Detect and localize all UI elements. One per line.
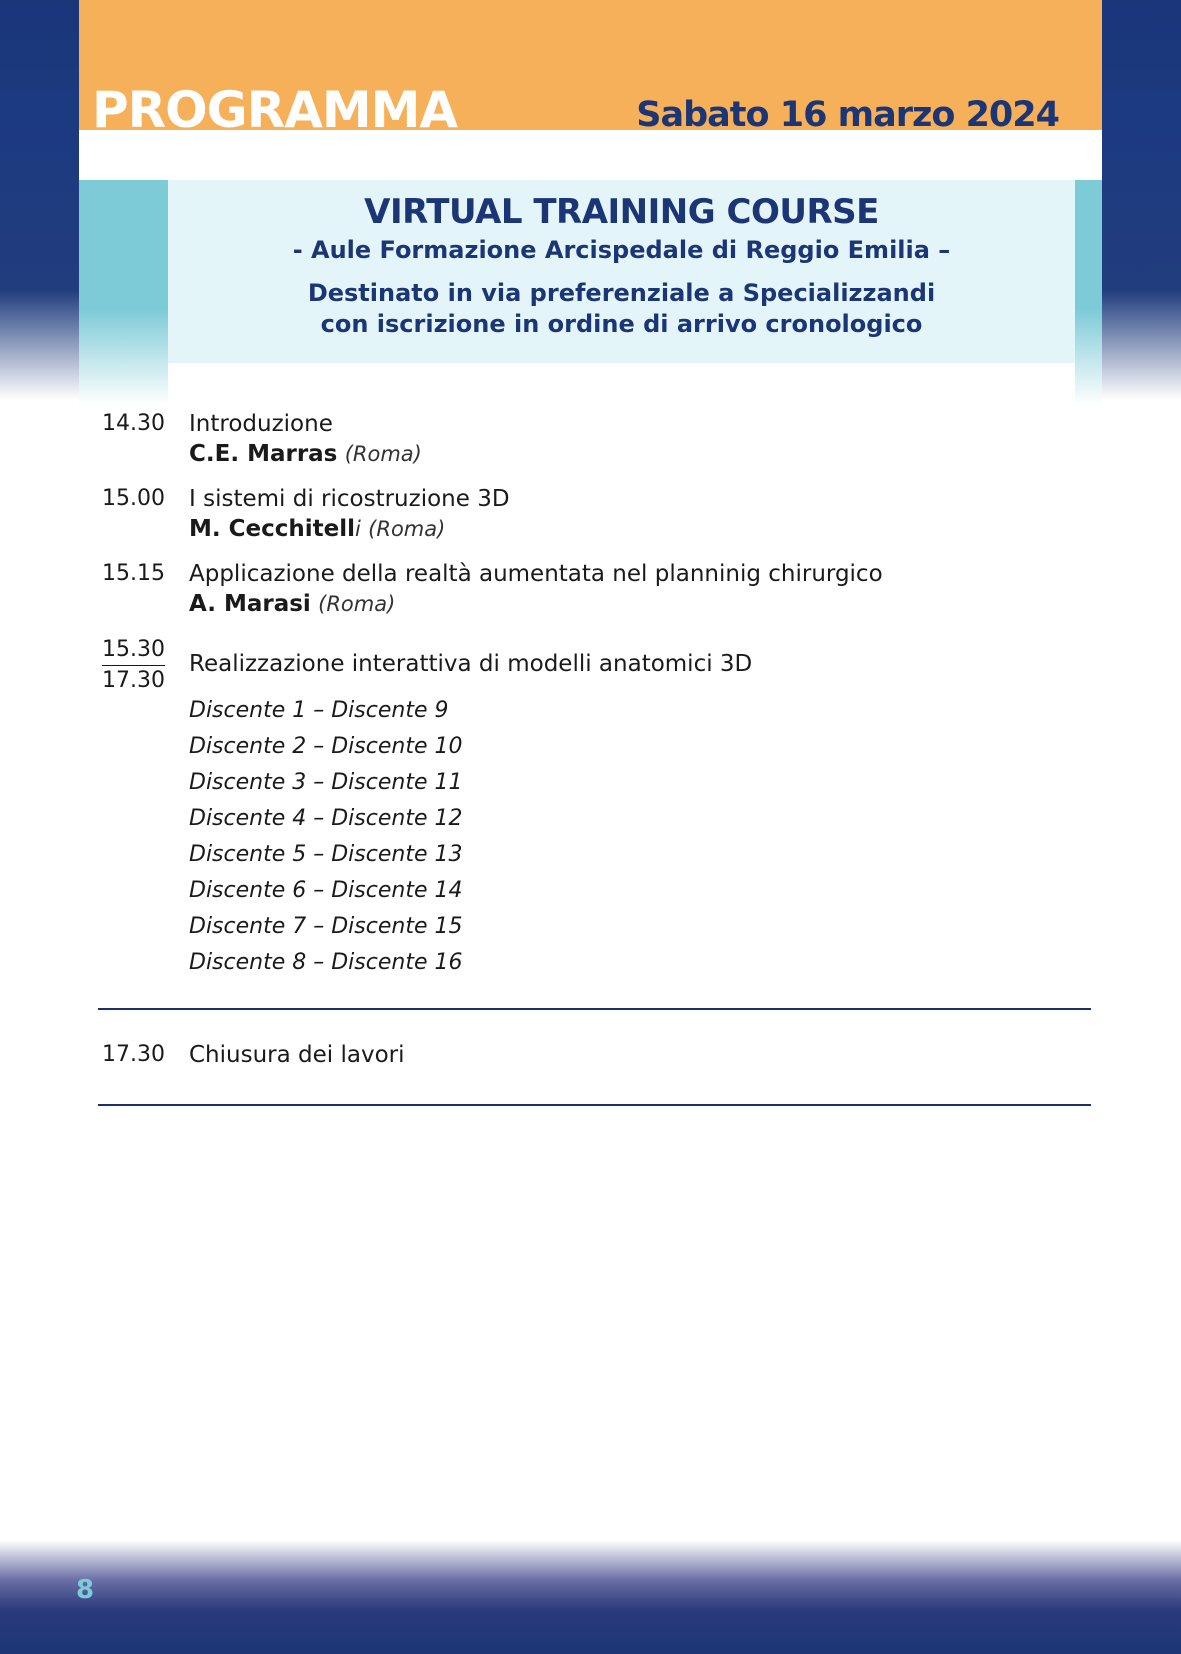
speaker-name-tail: i: [355, 517, 361, 541]
discente-pair: Discente 8 – Discente 16: [189, 950, 463, 975]
discente-pair: Discente 2 – Discente 10: [189, 734, 463, 759]
section-title: PROGRAMMA: [92, 81, 458, 139]
course-title: VIRTUAL TRAINING COURSE: [364, 192, 879, 232]
course-info-box: [168, 180, 1075, 363]
session-time: 14.30: [102, 411, 165, 436]
course-note: [168, 278, 1075, 340]
course-location: - Aule Formazione Arcispedale di Reggio Emilia –: [292, 236, 951, 264]
course-note-line-1: Destinato in via preferenziale a Specializzandi: [307, 279, 936, 307]
session-time: 15.15: [102, 561, 165, 586]
divider: [98, 1008, 1091, 1010]
speaker-name: A. Marasi: [189, 591, 311, 617]
divider: [98, 1104, 1091, 1106]
left-accent-strip: [79, 180, 168, 405]
session-title: Chiusura dei lavori: [189, 1042, 405, 1068]
discente-pair: Discente 5 – Discente 13: [189, 842, 463, 867]
speaker-name: C.E. Marras: [189, 441, 338, 467]
session-title: I sistemi di ricostruzione 3D: [189, 486, 510, 512]
session-speaker-line: [189, 439, 422, 469]
session-time-range: [102, 635, 165, 696]
course-note-line-2: con iscrizione in ordine di arrivo cronologico: [320, 310, 923, 338]
session-speaker-line: [189, 514, 445, 544]
session-speaker-line: [189, 589, 395, 619]
session-time: 17.30: [102, 1042, 165, 1067]
speaker-city: (Roma): [344, 442, 422, 466]
right-accent-strip: [1075, 180, 1102, 405]
event-date: Sabato 16 marzo 2024: [636, 95, 1059, 135]
background-bottom-gradient: [0, 1540, 1181, 1654]
discente-pair: Discente 6 – Discente 14: [189, 878, 463, 903]
discente-pair: Discente 3 – Discente 11: [189, 770, 463, 795]
session-title: Introduzione: [189, 411, 333, 437]
session-title: Realizzazione interattiva di modelli anatomici 3D: [189, 651, 753, 677]
session-time: 15.00: [102, 486, 165, 511]
discente-pair: Discente 7 – Discente 15: [189, 914, 463, 939]
speaker-city: (Roma): [368, 517, 446, 541]
time-end: 17.30: [102, 668, 165, 693]
session-title: Applicazione della realtà aumentata nel planninig chirurgico: [189, 561, 883, 587]
speaker-city: (Roma): [318, 592, 396, 616]
time-start: 15.30: [102, 635, 165, 666]
discente-pair: Discente 4 – Discente 12: [189, 806, 463, 831]
discente-pair: Discente 1 – Discente 9: [189, 698, 449, 723]
page-number: 8: [76, 1575, 95, 1605]
speaker-name: M. Cecchitell: [189, 516, 355, 542]
